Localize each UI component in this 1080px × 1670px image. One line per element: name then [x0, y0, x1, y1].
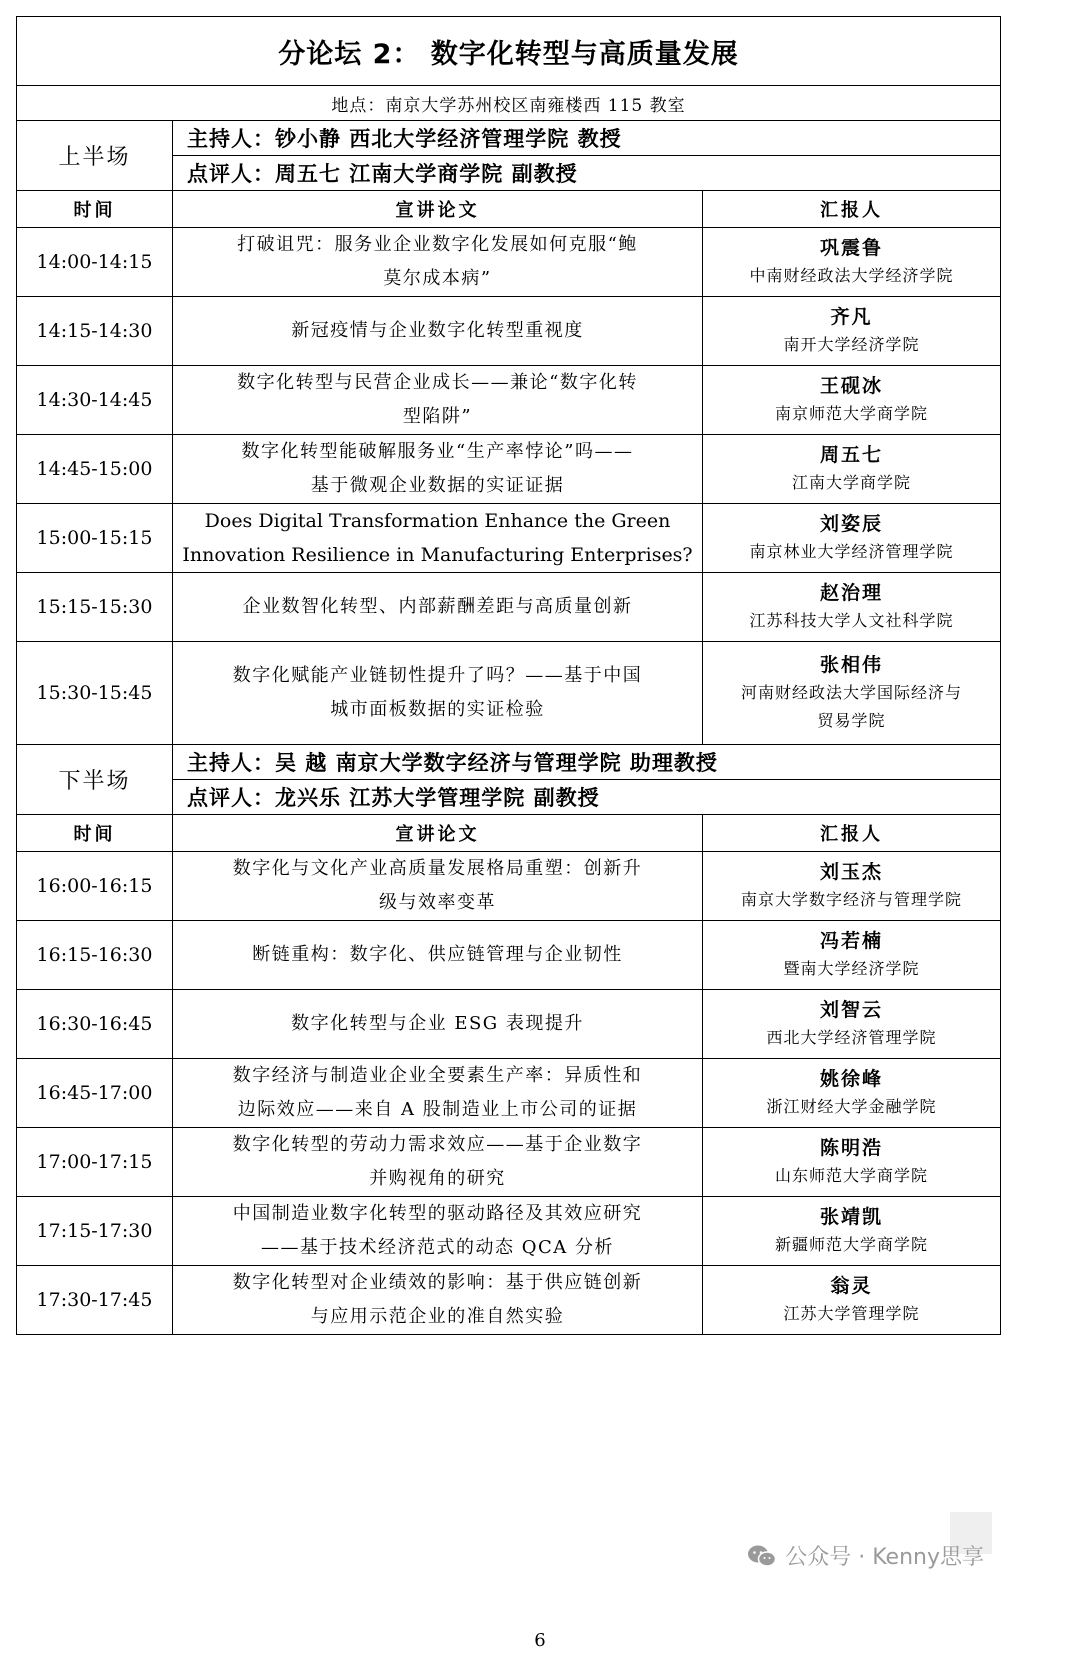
- session-reviewer: 点评人：周五七 江南大学商学院 副教授: [173, 156, 1001, 191]
- paper-cell: [173, 852, 703, 921]
- session-label: 上半场: [17, 121, 173, 191]
- time-cell: 14:15-14:30: [17, 297, 173, 366]
- reporter-affiliation: 河南财经政法大学国际经济与: [741, 683, 963, 702]
- column-header-reporter: 汇报人: [703, 191, 1001, 228]
- paper-title-line: 新冠疫情与企业数字化转型重视度: [291, 320, 584, 341]
- reporter-cell: [703, 990, 1001, 1059]
- time-cell: 17:15-17:30: [17, 1197, 173, 1266]
- time-cell: 14:45-15:00: [17, 435, 173, 504]
- reporter-name: 姚徐峰: [820, 1068, 884, 1090]
- time-cell: 16:45-17:00: [17, 1059, 173, 1128]
- reporter-name: 刘姿辰: [820, 513, 884, 535]
- paper-cell: [173, 366, 703, 435]
- paper-title-line: 数字化与文化产业高质量发展格局重塑：创新升: [232, 858, 643, 879]
- table-row: [17, 1266, 1001, 1335]
- reporter-cell: [703, 435, 1001, 504]
- reporter-affiliation: 南开大学经济学院: [783, 335, 920, 354]
- time-cell: 16:30-16:45: [17, 990, 173, 1059]
- column-header-reporter: 汇报人: [703, 815, 1001, 852]
- reporter-name: 翁灵: [830, 1275, 873, 1297]
- paper-title-line: 与应用示范企业的准自然实验: [310, 1306, 565, 1327]
- reporter-name: 冯若楠: [820, 930, 884, 952]
- reporter-affiliation: 暨南大学经济学院: [783, 959, 920, 978]
- paper-title-line: 数字化转型的劳动力需求效应——基于企业数字: [232, 1134, 643, 1155]
- schedule-table: [16, 16, 1001, 1335]
- paper-cell: [173, 297, 703, 366]
- paper-title-line: 数字化转型能破解服务业“生产率悖论”吗——: [241, 441, 634, 462]
- table-row: [17, 990, 1001, 1059]
- time-cell: 16:00-16:15: [17, 852, 173, 921]
- table-row: [17, 852, 1001, 921]
- paper-cell: [173, 573, 703, 642]
- reporter-affiliation: 南京大学数字经济与管理学院: [741, 890, 963, 909]
- reporter-cell: [703, 504, 1001, 573]
- reporter-cell: [703, 642, 1001, 745]
- paper-title-line: 打破诅咒：服务业企业数字化发展如何克服“鲍: [237, 234, 638, 255]
- paper-title-line: 数字化转型与民营企业成长——兼论“数字化转: [237, 372, 638, 393]
- reporter-name: 齐凡: [830, 306, 873, 328]
- time-cell: 15:15-15:30: [17, 573, 173, 642]
- paper-cell: [173, 642, 703, 745]
- time-cell: 16:15-16:30: [17, 921, 173, 990]
- table-row: [17, 642, 1001, 745]
- table-row: [17, 921, 1001, 990]
- paper-cell: [173, 228, 703, 297]
- reporter-affiliation: 浙江财经大学金融学院: [766, 1097, 937, 1116]
- paper-cell: [173, 921, 703, 990]
- reporter-affiliation: 中南财经政法大学经济学院: [749, 266, 954, 285]
- reporter-name: 张相伟: [820, 654, 884, 676]
- table-row: [17, 1197, 1001, 1266]
- paper-title-line: 数字经济与制造业企业全要素生产率：异质性和: [232, 1065, 643, 1086]
- paper-title-line: 数字化转型与企业 ESG 表现提升: [291, 1013, 584, 1034]
- time-cell: 14:30-14:45: [17, 366, 173, 435]
- reporter-cell: [703, 366, 1001, 435]
- paper-title-line: 型陷阱”: [402, 406, 473, 427]
- venue-text: 地点：南京大学苏州校区南雍楼西 115 教室: [17, 86, 1001, 121]
- paper-title-line: 企业数智化转型、内部薪酬差距与高质量创新: [242, 596, 633, 617]
- reporter-cell: [703, 297, 1001, 366]
- paper-cell: [173, 1266, 703, 1335]
- table-row: [17, 228, 1001, 297]
- time-cell: 14:00-14:15: [17, 228, 173, 297]
- column-header-row: [17, 191, 1001, 228]
- paper-cell: [173, 1059, 703, 1128]
- reporter-cell: [703, 573, 1001, 642]
- reporter-affiliation: 南京师范大学商学院: [775, 404, 929, 423]
- reporter-name: 巩震鲁: [820, 237, 884, 259]
- page-title: 分论坛 2： 数字化转型与高质量发展: [17, 17, 1001, 86]
- reporter-affiliation: 江苏科技大学人文社科学院: [749, 611, 954, 630]
- session-label: 下半场: [17, 745, 173, 815]
- reporter-cell: [703, 228, 1001, 297]
- table-row: [17, 435, 1001, 504]
- reporter-cell: [703, 1266, 1001, 1335]
- paper-cell: [173, 1128, 703, 1197]
- time-cell: 15:30-15:45: [17, 642, 173, 745]
- paper-title-line: Innovation Resilience in Manufacturing Enterprises?: [182, 544, 693, 566]
- reporter-name: 刘智云: [820, 999, 884, 1021]
- reporter-cell: [703, 921, 1001, 990]
- reporter-affiliation: 南京林业大学经济管理学院: [749, 542, 954, 561]
- reporter-cell: [703, 1128, 1001, 1197]
- time-cell: 17:00-17:15: [17, 1128, 173, 1197]
- paper-title-line: 级与效率变革: [379, 892, 496, 913]
- table-row: [17, 1059, 1001, 1128]
- session-host: 主持人：吴 越 南京大学数字经济与管理学院 助理教授: [173, 745, 1001, 780]
- reporter-affiliation: 山东师范大学商学院: [775, 1166, 929, 1185]
- paper-cell: [173, 990, 703, 1059]
- session-host: 主持人：钞小静 西北大学经济管理学院 教授: [173, 121, 1001, 156]
- column-header-time: 时间: [17, 191, 173, 228]
- reporter-cell: [703, 1059, 1001, 1128]
- paper-cell: [173, 1197, 703, 1266]
- paper-title-line: 基于微观企业数据的实证证据: [310, 475, 565, 496]
- wechat-icon: [747, 1544, 777, 1568]
- column-header-paper: 宣讲论文: [173, 815, 703, 852]
- table-row: [17, 1128, 1001, 1197]
- reporter-name: 刘玉杰: [820, 861, 884, 883]
- session-host-row: [17, 745, 1001, 780]
- paper-cell: [173, 504, 703, 573]
- reporter-affiliation: 贸易学院: [817, 711, 886, 730]
- paper-title-line: ——基于技术经济范式的动态 QCA 分析: [261, 1237, 614, 1258]
- reporter-name: 王砚冰: [820, 375, 884, 397]
- reporter-affiliation: 新疆师范大学商学院: [775, 1235, 929, 1254]
- reporter-cell: [703, 852, 1001, 921]
- reporter-name: 张靖凯: [820, 1206, 884, 1228]
- paper-title-line: 城市面板数据的实证检验: [330, 699, 545, 720]
- paper-title-line: 并购视角的研究: [369, 1168, 506, 1189]
- paper-title-line: Does Digital Transformation Enhance the Green: [204, 510, 671, 532]
- paper-title-line: 中国制造业数字化转型的驱动路径及其效应研究: [232, 1203, 643, 1224]
- table-row: [17, 504, 1001, 573]
- reporter-affiliation: 西北大学经济管理学院: [766, 1028, 937, 1047]
- reporter-name: 陈明浩: [820, 1137, 884, 1159]
- paper-title-line: 数字化转型对企业绩效的影响：基于供应链创新: [232, 1272, 643, 1293]
- paper-title-line: 断链重构：数字化、供应链管理与企业韧性: [252, 944, 623, 965]
- paper-cell: [173, 435, 703, 504]
- time-cell: 17:30-17:45: [17, 1266, 173, 1335]
- reporter-affiliation: 江南大学商学院: [792, 473, 912, 492]
- session-host-row: [17, 121, 1001, 156]
- reporter-affiliation: 江苏大学管理学院: [783, 1304, 920, 1323]
- paper-title-line: 数字化赋能产业链韧性提升了吗？——基于中国: [232, 665, 643, 686]
- column-header-time: 时间: [17, 815, 173, 852]
- watermark: [747, 1540, 984, 1571]
- table-row: [17, 573, 1001, 642]
- paper-title-line: 莫尔成本病”: [383, 268, 492, 289]
- table-row: [17, 366, 1001, 435]
- reporter-cell: [703, 1197, 1001, 1266]
- paper-title-line: 边际效应——来自 A 股制造业上市公司的证据: [237, 1099, 638, 1120]
- reporter-name: 周五七: [820, 444, 884, 466]
- column-header-row: [17, 815, 1001, 852]
- reporter-name: 赵治理: [820, 582, 884, 604]
- session-reviewer: 点评人：龙兴乐 江苏大学管理学院 副教授: [173, 780, 1001, 815]
- page-number: 6: [534, 1630, 546, 1651]
- watermark-text: 公众号 · Kenny思享: [785, 1545, 984, 1570]
- time-cell: 15:00-15:15: [17, 504, 173, 573]
- table-row: [17, 297, 1001, 366]
- column-header-paper: 宣讲论文: [173, 191, 703, 228]
